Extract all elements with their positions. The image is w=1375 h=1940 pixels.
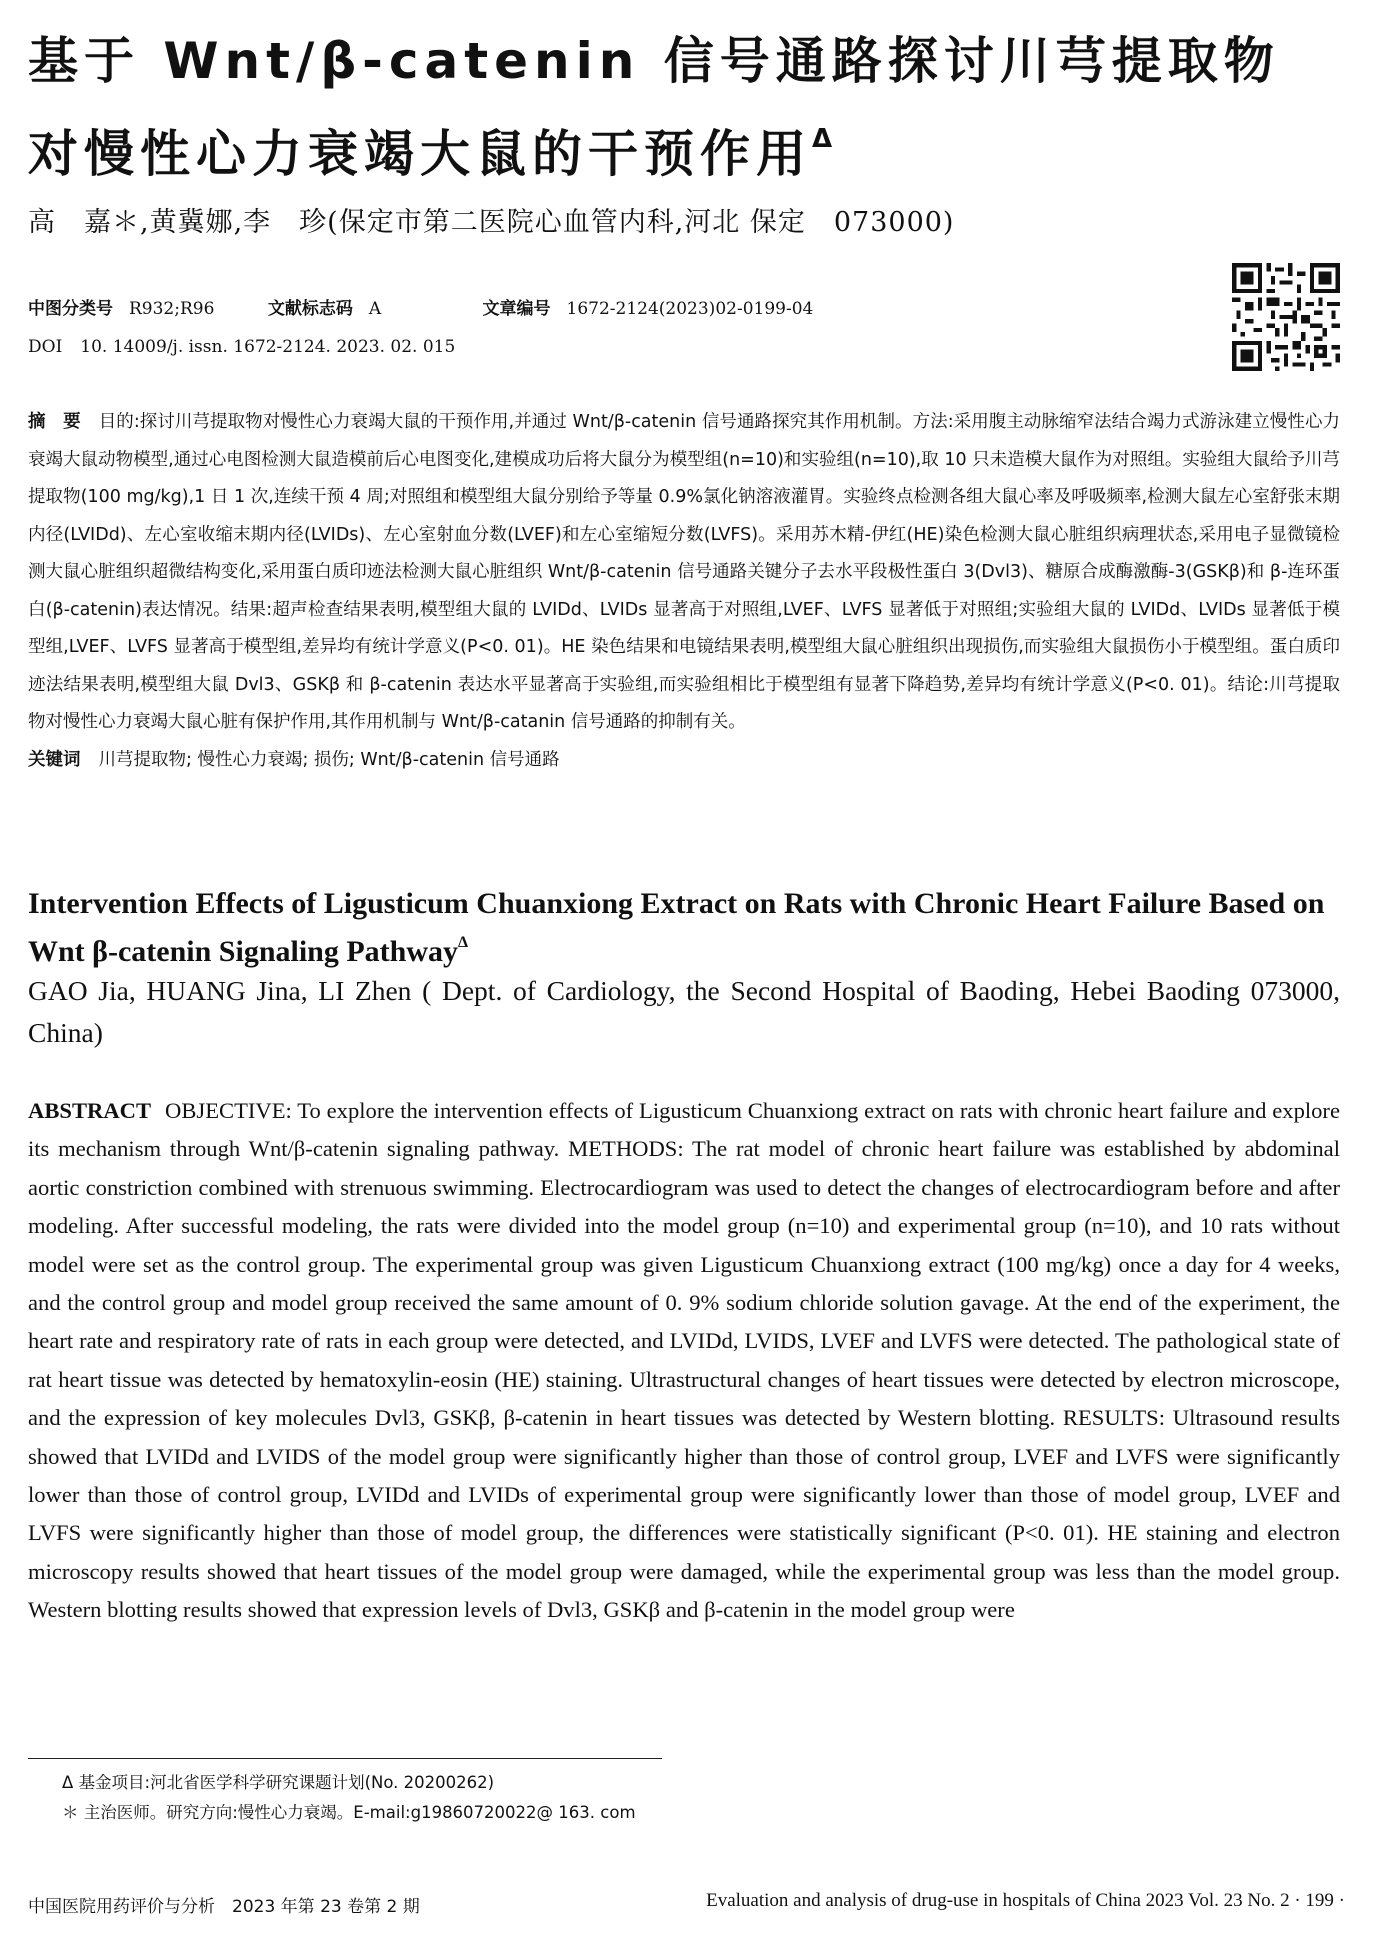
abstract-en-label: ABSTRACT [28, 1098, 152, 1123]
running-footer-right: Evaluation and analysis of drug-use in hospitals of China 2023 Vol. 23 No. 2 · 199 · [706, 1890, 1345, 1911]
running-footer-left: 中国医院用药评价与分析 2023 年第 23 卷第 2 期 [28, 1897, 420, 1917]
doc-code-label: 文献标志码 [267, 299, 353, 319]
english-title-text: Intervention Effects of Ligusticum Chuanxiong Extract on Rats with Chronic Heart Failure Based on Wnt β-catenin Signaling Pathway [28, 887, 1325, 968]
doi-label: DOI [28, 337, 63, 357]
english-title [28, 884, 1348, 971]
keywords-cn [28, 742, 1340, 780]
page-title [28, 22, 1348, 193]
metadata-row-2 [28, 328, 1228, 366]
doc-code-value: A [368, 299, 382, 319]
footnote-author: ＊ 主治医师。研究方向:慢性心力衰竭。E-mail:g19860720022@ 163. com [62, 1803, 636, 1822]
keywords-cn-label: 关键词 [28, 749, 81, 770]
footnote-divider [28, 1758, 662, 1759]
article-number-label: 文章编号 [482, 299, 551, 319]
footnote-fund: Δ 基金项目:河北省医学科学研究课题计划(No. 20200262) [62, 1773, 495, 1792]
doi-value: 10. 14009/j. issn. 1672-2124. 2023. 02. 015 [80, 337, 456, 357]
abstract-cn-body [28, 404, 1340, 742]
abstract-en [28, 1092, 1340, 1630]
abstract-en-text: OBJECTIVE: To explore the intervention effects of Ligusticum Chuanxiong extract on rats with chronic heart failure and explore its mechanism through Wnt/β-catenin signaling pathway. METHODS: The rat model of chronic heart failure was established by abdominal aortic constriction combined with strenuous swimming. Electrocardiogram was used to detect the changes of electrocardiogram before and after modeling. After successful modeling, the rats were divided into the model group (n=10) and experimental group (n=10), and 10 rats without model were set as the control group. The experimental group was given Ligusticum Chuanxiong extract (100 mg/kg) once a day for 4 weeks, and the control group and model group received the same amount of 0. 9% sodium chloride solution gavage. At the end of the experiment, the heart rate and respiratory rate of rats in each group were detected, and LVIDd, LVIDS, LVEF and LVFS were detected. The pathological state of rat heart tissue was detected by hematoxylin-eosin (HE) staining. Ultrastructural changes of heart tissues were detected by electron microscope, and the expression of key molecules Dvl3, GSKβ, β-catenin in heart tissues was detected by Western blotting. RESULTS: Ultrasound results showed that LVIDd and LVIDS of the model group were significantly higher than those of control group, LVEF and LVFS were significantly lower than those of control group, LVIDd and LVIDs of experimental group were significantly lower than those of model group, LVEF and LVFS were significantly higher than those of model group, the differences were statistically significant (P<0. 01). HE staining and electron microscopy results showed that heart tissues of the model group were damaged, while the experimental group was less than the model group. Western blotting results showed that expression levels of Dvl3, GSKβ and β-catenin in the model group were [28, 1098, 1340, 1623]
clc-value: R932;R96 [129, 299, 215, 319]
qr-code-icon[interactable] [1232, 263, 1340, 371]
article-metadata [28, 290, 1228, 366]
abstract-cn-label: 摘 要 [28, 412, 81, 432]
authors-en: GAO Jia, HUANG Jina, LI Zhen ( Dept. of Cardiology, the Second Hospital of Baoding, Hebei Baoding 073000, China) [28, 975, 1340, 1048]
title-line-1: 基于 Wnt/β-catenin 信号通路探讨川芎提取物 [28, 32, 1280, 90]
title-fund-mark: Δ [812, 124, 833, 154]
title-line-2-text: 对慢性心力衰竭大鼠的干预作用 [28, 125, 812, 183]
title-line-2 [28, 100, 1348, 193]
article-number-value: 1672-2124(2023)02-0199-04 [566, 299, 814, 319]
authors-cn: 高 嘉＊,黄冀娜,李 珍(保定市第二医院心血管内科,河北 保定 073000) [28, 207, 955, 238]
abstract-cn-text: 目的:探讨川芎提取物对慢性心力衰竭大鼠的干预作用,并通过 Wnt/β-catenin 信号通路探究其作用机制。方法:采用腹主动脉缩窄法结合竭力式游泳建立慢性心力衰竭大鼠动物模型,通过心电图检测大鼠造模前后心电图变化,建模成功后将大鼠分为模型组(n=10)和实验组(n=10),取 10 只未造模大鼠作为对照组。实验组大鼠给予川芎提取物(100 mg/kg),1 日 1 次,连续干预 4 周;对照组和模型组大鼠分别给予等量 0.9%氯化钠溶液灌胃。实验终点检测各组大鼠心率及呼吸频率,检测大鼠左心室舒张末期内径(LVIDd)、左心室收缩末期内径(LVIDs)、左心室射血分数(LVEF)和左心室缩短分数(LVFS)。采用苏木精-伊红(HE)染色检测大鼠心脏组织病理状态,采用电子显微镜检测大鼠心脏组织超微结构变化,采用蛋白质印迹法检测大鼠心脏组织 Wnt/β-catenin 信号通路关键分子去水平段极性蛋白 3(Dvl3)、糖原合成酶激酶-3(GSKβ)和 β-连环蛋白(β-catenin)表达情况。结果:超声检查结果表明,模型组大鼠的 LVIDd、LVIDs 显著高于对照组,LVEF、LVFS 显著低于对照组;实验组大鼠的 LVIDd、LVIDs 显著低于模型组,LVEF、LVFS 显著高于模型组,差异均有统计学意义(P<0. 01)。HE 染色结果和电镜结果表明,模型组大鼠心脏组织出现损伤,而实验组大鼠损伤小于模型组。蛋白质印迹法结果表明,模型组大鼠 Dvl3、GSKβ 和 β-catenin 表达水平显著高于实验组,而实验组相比于模型组有显著下降趋势,差异均有统计学意义(P<0. 01)。结论:川芎提取物对慢性心力衰竭大鼠心脏有保护作用,其作用机制与 Wnt/β-catanin 信号通路的抑制有关。 [28, 412, 1341, 732]
metadata-row-1 [28, 290, 1228, 328]
english-title-fund-mark: Δ [458, 934, 469, 951]
abstract-cn [28, 404, 1340, 779]
clc-label: 中图分类号 [28, 299, 113, 319]
keywords-cn-text: 川芎提取物; 慢性心力衰竭; 损伤; Wnt/β-catenin 信号通路 [98, 749, 560, 770]
